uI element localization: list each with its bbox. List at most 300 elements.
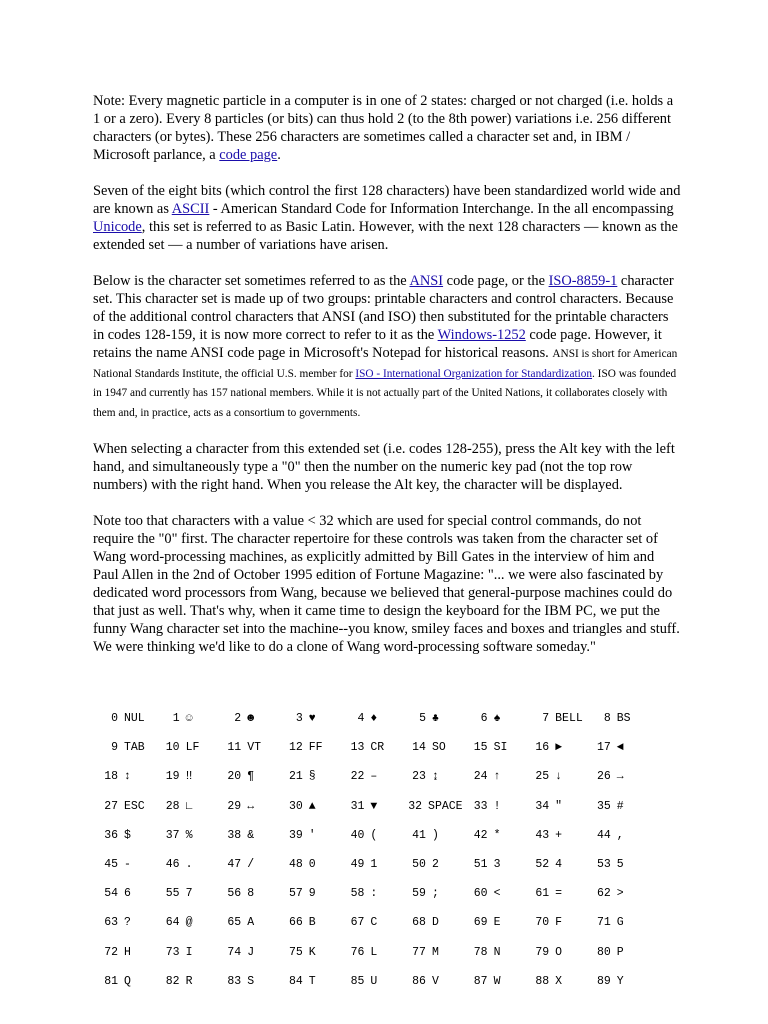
char-code: 52 (535, 858, 550, 872)
char-cell (463, 770, 525, 783)
char-cell (586, 975, 648, 988)
char-cell (339, 858, 401, 871)
char-cell (586, 741, 648, 754)
char-symbol: # (616, 799, 624, 813)
char-symbol: ↕ (124, 770, 131, 784)
char-cell (401, 770, 463, 783)
char-cell (216, 770, 278, 783)
char-row (93, 792, 683, 821)
char-code: 46 (165, 858, 180, 872)
char-symbol: ‒ (370, 770, 378, 784)
char-cell (524, 829, 586, 842)
char-code: 13 (350, 741, 365, 755)
char-code: 78 (473, 945, 488, 959)
char-code: 64 (165, 916, 180, 930)
char-cell (524, 858, 586, 871)
paragraph-5 (93, 512, 683, 656)
char-cell (155, 946, 217, 959)
char-cell (93, 800, 155, 813)
char-code: 16 (535, 741, 550, 755)
char-symbol: M (431, 945, 439, 959)
char-code: 56 (227, 887, 242, 901)
char-symbol: ♦ (370, 712, 378, 726)
char-cell (586, 946, 648, 959)
link-unicode[interactable]: Unicode (93, 219, 142, 235)
char-code: 51 (473, 858, 488, 872)
char-code: 74 (227, 945, 242, 959)
char-cell (339, 770, 401, 783)
char-code: 18 (104, 770, 118, 784)
char-symbol: ♣ (431, 712, 439, 726)
char-code: 42 (473, 828, 488, 842)
char-symbol: : (370, 887, 378, 901)
char-cell (401, 975, 463, 988)
char-cell (524, 916, 586, 929)
char-symbol: " (555, 799, 563, 813)
char-code: 67 (350, 916, 365, 930)
char-code: 0 (111, 712, 118, 726)
char-symbol: E (493, 916, 501, 930)
char-code: 26 (596, 770, 611, 784)
char-symbol: ► (555, 741, 563, 755)
char-cell (339, 975, 401, 988)
char-symbol: BS (616, 712, 631, 726)
char-cell (93, 712, 155, 725)
char-code: 59 (412, 887, 426, 901)
char-cell (278, 946, 340, 959)
char-symbol: I (185, 945, 193, 959)
char-symbol: ↑ (493, 770, 501, 784)
char-cell (401, 741, 463, 754)
char-code: 72 (104, 945, 118, 959)
char-cell (93, 741, 155, 754)
char-code: 22 (350, 770, 365, 784)
char-code: 82 (165, 974, 180, 988)
char-cell (155, 712, 217, 725)
char-symbol: V (431, 974, 439, 988)
char-symbol: = (555, 887, 563, 901)
paragraph-text: character set. This character set is made up of two groups: printable characters and control characters. Because of the additional control characters that ANSI (and ISO) then substituted for the printable characters in codes 128-159, it is now more correct to refer to it as the (93, 273, 674, 343)
char-code: 69 (473, 916, 488, 930)
char-symbol: + (555, 828, 563, 842)
char-code: 19 (165, 770, 180, 784)
char-code: 79 (535, 945, 550, 959)
char-code: 88 (535, 974, 550, 988)
char-symbol: CR (370, 741, 385, 755)
char-cell (401, 712, 463, 725)
char-cell (93, 975, 155, 988)
char-symbol: ☺ (185, 712, 193, 726)
char-cell (401, 916, 463, 929)
char-code: 6 (480, 712, 488, 726)
char-symbol: ▲ (308, 799, 316, 813)
char-symbol: A (247, 916, 255, 930)
char-cell (155, 741, 217, 754)
char-symbol: W (493, 974, 501, 988)
char-symbol: ESC (124, 799, 145, 813)
char-code: 17 (596, 741, 611, 755)
char-cell (216, 887, 278, 900)
char-symbol: 6 (124, 887, 131, 901)
char-cell (339, 741, 401, 754)
paragraph-text: - American Standard Code for Information Interchange. In the all encompassing (209, 201, 674, 217)
paragraph-text: . (277, 147, 281, 163)
char-symbol: P (616, 945, 624, 959)
char-code: 34 (535, 799, 550, 813)
char-code: 20 (227, 770, 242, 784)
char-code: 84 (288, 974, 303, 988)
char-symbol: BELL (555, 712, 583, 726)
char-cell (339, 829, 401, 842)
char-code: 68 (412, 916, 426, 930)
char-symbol: . (185, 858, 193, 872)
char-cell (216, 975, 278, 988)
char-symbol: G (616, 916, 624, 930)
char-symbol: 5 (616, 858, 624, 872)
char-code: 8 (603, 712, 611, 726)
char-cell (216, 741, 278, 754)
char-code: 73 (165, 945, 180, 959)
char-cell (216, 916, 278, 929)
char-symbol: ! (493, 799, 501, 813)
char-code: 25 (535, 770, 550, 784)
char-cell (216, 800, 278, 813)
char-code: 41 (412, 828, 426, 842)
char-symbol: ‼ (185, 770, 193, 784)
char-symbol: - (124, 858, 131, 872)
char-code: 21 (288, 770, 303, 784)
char-code: 29 (227, 799, 242, 813)
char-symbol: ' (308, 828, 316, 842)
char-cell (586, 800, 648, 813)
char-cell (463, 887, 525, 900)
char-code: 2 (234, 712, 242, 726)
char-symbol: O (555, 945, 563, 959)
char-code: 55 (165, 887, 180, 901)
char-code: 10 (165, 741, 180, 755)
char-code: 87 (473, 974, 488, 988)
char-symbol: 3 (493, 858, 501, 872)
char-code: 57 (288, 887, 303, 901)
char-cell (93, 829, 155, 842)
char-symbol: * (493, 828, 501, 842)
char-code: 71 (596, 916, 611, 930)
char-symbol: SPACE (428, 799, 463, 813)
char-cell (278, 712, 340, 725)
character-table (93, 704, 683, 996)
char-cell (278, 770, 340, 783)
char-cell (278, 975, 340, 988)
char-cell (339, 946, 401, 959)
char-cell (586, 916, 648, 929)
char-code: 61 (535, 887, 550, 901)
char-cell (524, 946, 586, 959)
char-code: 58 (350, 887, 365, 901)
char-row (93, 879, 683, 908)
paragraph-text: code page, or the (443, 273, 549, 289)
char-cell (339, 887, 401, 900)
char-code: 77 (412, 945, 426, 959)
char-cell (155, 887, 217, 900)
char-code: 24 (473, 770, 488, 784)
char-symbol: % (185, 828, 193, 842)
char-cell (339, 916, 401, 929)
char-cell (524, 770, 586, 783)
char-symbol: § (308, 770, 316, 784)
paragraph-text: Below is the character set sometimes referred to as the (93, 273, 410, 289)
char-symbol: C (370, 916, 378, 930)
char-symbol: SI (493, 741, 508, 755)
char-code: 83 (227, 974, 242, 988)
char-row (93, 704, 683, 733)
char-cell (155, 858, 217, 871)
char-cell (586, 712, 648, 725)
char-symbol: ¶ (247, 770, 255, 784)
char-cell (524, 712, 586, 725)
char-code: 40 (350, 828, 365, 842)
char-symbol: ) (431, 828, 439, 842)
char-cell (278, 858, 340, 871)
char-cell (93, 770, 155, 783)
char-code: 85 (350, 974, 365, 988)
char-row (93, 850, 683, 879)
char-symbol: B (308, 916, 316, 930)
char-row (93, 733, 683, 762)
char-code: 12 (288, 741, 303, 755)
char-symbol: 9 (308, 887, 316, 901)
char-cell (401, 887, 463, 900)
char-code: 11 (227, 741, 242, 755)
char-cell (155, 975, 217, 988)
char-cell (586, 887, 648, 900)
char-cell (524, 887, 586, 900)
char-symbol: R (185, 974, 193, 988)
char-cell (401, 829, 463, 842)
char-symbol: K (308, 945, 316, 959)
char-symbol: ↨ (431, 770, 439, 784)
char-symbol: D (431, 916, 439, 930)
char-symbol: 7 (185, 887, 193, 901)
char-symbol: → (616, 770, 624, 784)
char-symbol: N (493, 945, 501, 959)
char-code: 66 (288, 916, 303, 930)
char-code: 33 (473, 799, 488, 813)
paragraph-text: ANSI is short for American National Standards Institute, the official U.S. member for (93, 348, 678, 380)
link-ascii[interactable]: ASCII (171, 201, 210, 217)
paragraph-text: When selecting a character from this extended set (i.e. codes 128-255), press the Alt key with the left hand, and simultaneously type a "0" then the number on the numeric key pad (not the top row numbers) with the right hand. When you release the Alt key, the character will be displayed. (93, 441, 675, 493)
char-cell (586, 858, 648, 871)
char-code: 9 (111, 741, 118, 755)
char-symbol: Q (124, 974, 131, 988)
char-symbol: ( (370, 828, 378, 842)
char-cell (155, 829, 217, 842)
char-symbol: 4 (555, 858, 563, 872)
char-symbol: 0 (308, 858, 316, 872)
char-cell (586, 829, 648, 842)
char-code: 1 (172, 712, 180, 726)
link-windows-1252[interactable]: Windows-1252 (437, 327, 526, 343)
char-code: 45 (104, 858, 118, 872)
char-cell (586, 770, 648, 783)
char-symbol: ♥ (308, 712, 316, 726)
char-code: 63 (104, 916, 118, 930)
char-symbol: SO (431, 741, 446, 755)
char-code: 3 (295, 712, 303, 726)
char-cell (93, 858, 155, 871)
char-cell (155, 800, 217, 813)
char-code: 50 (412, 858, 426, 872)
paragraph-text: , this set is referred to as Basic Latin. However, with the next 128 characters — known as the extended set — a number of variations have arisen. (93, 219, 678, 253)
char-cell (401, 858, 463, 871)
paragraph-text: Note: Every magnetic particle in a computer is in one of 2 states: charged or not charged (i.e. holds a 1 or a zero). Every 8 particles (or bits) can thus hold 2 (to the 8th power) variations i.e. 256 different characters (or bytes). These 256 characters are sometimes called a character set and, in IBM / Microsoft parlance, a (93, 93, 674, 163)
document-body (93, 92, 683, 674)
char-cell (155, 916, 217, 929)
char-code: 62 (596, 887, 611, 901)
char-symbol: > (616, 887, 624, 901)
char-symbol: 8 (247, 887, 255, 901)
char-code: 5 (419, 712, 426, 726)
char-code: 36 (104, 828, 118, 842)
char-cell (278, 741, 340, 754)
char-code: 4 (357, 712, 365, 726)
char-symbol: @ (185, 916, 193, 930)
char-cell (216, 946, 278, 959)
char-code: 23 (412, 770, 426, 784)
char-code: 39 (288, 828, 303, 842)
char-cell (463, 946, 525, 959)
paragraph-2 (93, 182, 683, 254)
char-code: 80 (596, 945, 611, 959)
char-code: 31 (350, 799, 365, 813)
paragraph-3 (93, 272, 683, 422)
char-symbol: ? (124, 916, 131, 930)
char-cell (524, 975, 586, 988)
char-cell (401, 946, 463, 959)
char-code: 53 (596, 858, 611, 872)
char-symbol: ☻ (247, 712, 255, 726)
char-symbol: / (247, 858, 255, 872)
char-cell (463, 975, 525, 988)
char-code: 54 (104, 887, 118, 901)
char-symbol: < (493, 887, 501, 901)
char-code: 44 (596, 828, 611, 842)
char-symbol: ↔ (247, 799, 255, 813)
char-code: 75 (288, 945, 303, 959)
char-cell (278, 916, 340, 929)
char-cell (216, 858, 278, 871)
link-ansi[interactable]: ANSI (409, 273, 444, 289)
char-row (93, 762, 683, 791)
char-code: 47 (227, 858, 242, 872)
char-code: 81 (104, 974, 118, 988)
char-symbol: ♠ (493, 712, 501, 726)
char-symbol: T (308, 974, 316, 988)
char-symbol: H (124, 945, 131, 959)
char-symbol: L (370, 945, 378, 959)
char-cell (463, 800, 525, 813)
char-cell (93, 887, 155, 900)
char-code: 28 (165, 799, 180, 813)
char-code: 48 (288, 858, 303, 872)
char-row (93, 938, 683, 967)
char-code: 30 (288, 799, 303, 813)
char-symbol: , (616, 828, 624, 842)
char-cell (93, 916, 155, 929)
paragraph-text: Seven of the eight bits (which control the first 128 characters) have been standardized world wide and are known as (93, 183, 681, 217)
char-code: 14 (412, 741, 426, 755)
char-code: 27 (104, 799, 118, 813)
char-symbol: ; (431, 887, 439, 901)
char-symbol: & (247, 828, 255, 842)
char-cell (463, 741, 525, 754)
char-symbol: LF (185, 741, 200, 755)
char-cell (463, 858, 525, 871)
char-code: 76 (350, 945, 365, 959)
char-code: 35 (596, 799, 611, 813)
char-code: 43 (535, 828, 550, 842)
char-code: 38 (227, 828, 242, 842)
char-symbol: X (555, 974, 563, 988)
char-cell (339, 712, 401, 725)
char-row (93, 908, 683, 937)
char-symbol: 1 (370, 858, 378, 872)
char-cell (155, 770, 217, 783)
char-row (93, 967, 683, 996)
char-cell (524, 741, 586, 754)
char-symbol: U (370, 974, 378, 988)
paragraph-1 (93, 92, 683, 164)
char-symbol: ∟ (185, 799, 193, 813)
char-symbol: ▼ (370, 799, 378, 813)
char-symbol: J (247, 945, 255, 959)
char-symbol: TAB (124, 741, 145, 755)
char-symbol: 2 (431, 858, 439, 872)
char-code: 49 (350, 858, 365, 872)
char-cell (216, 712, 278, 725)
char-symbol: VT (247, 741, 261, 755)
char-code: 70 (535, 916, 550, 930)
char-code: 65 (227, 916, 242, 930)
char-code: 89 (596, 974, 611, 988)
char-code: 86 (412, 974, 426, 988)
char-cell (463, 916, 525, 929)
char-symbol: $ (124, 828, 131, 842)
char-code: 7 (542, 712, 550, 726)
char-code: 32 (408, 799, 423, 813)
char-cell (463, 829, 525, 842)
char-symbol: ↓ (555, 770, 563, 784)
link-iso-8859-1[interactable]: ISO-8859-1 (548, 273, 618, 289)
char-cell (463, 712, 525, 725)
link-iso-international-organization-for-standardization[interactable]: ISO - International Organization for Standardization (355, 367, 593, 380)
paragraph-text: . ISO was founded in 1947 and currently has 157 national members. While it is not actually part of the United Nations, it collaborates closely with them and, in practice, acts as a consortium to governments. (93, 367, 677, 419)
char-symbol: NUL (124, 712, 145, 726)
link-code-page[interactable]: code page (219, 147, 278, 163)
char-cell (339, 800, 401, 813)
char-code: 15 (473, 741, 488, 755)
char-cell (93, 946, 155, 959)
paragraph-text: code page. However, it retains the name ANSI code page in Microsoft's Notepad for historical reasons. (93, 327, 662, 361)
char-code: 60 (473, 887, 488, 901)
char-code: 37 (165, 828, 180, 842)
char-cell (278, 829, 340, 842)
char-cell (278, 887, 340, 900)
char-row (93, 821, 683, 850)
paragraph-text: Note too that characters with a value < 32 which are used for special control commands, do not require the "0" first. The character repertoire for these controls was taken from the character set of Wang word-processing machines, as explicitly admitted by Bill Gates in the interview of him and Paul Allen in the 2nd of October 1995 edition of Fortune Magazine: "... we were also fascinated by dedicated word processors from Wang, because we believed that general-purpose machines could do that just as well. That's why, when it came time to design the keyboard for the IBM PC, we put the funny Wang character set into the machine--you know, smiley faces and boxes and triangles and stuff. We were thinking we'd like to do a clone of Wang word-processing software someday." (93, 513, 680, 655)
char-symbol: ◄ (616, 741, 624, 755)
char-cell (216, 829, 278, 842)
char-symbol: Y (616, 974, 624, 988)
